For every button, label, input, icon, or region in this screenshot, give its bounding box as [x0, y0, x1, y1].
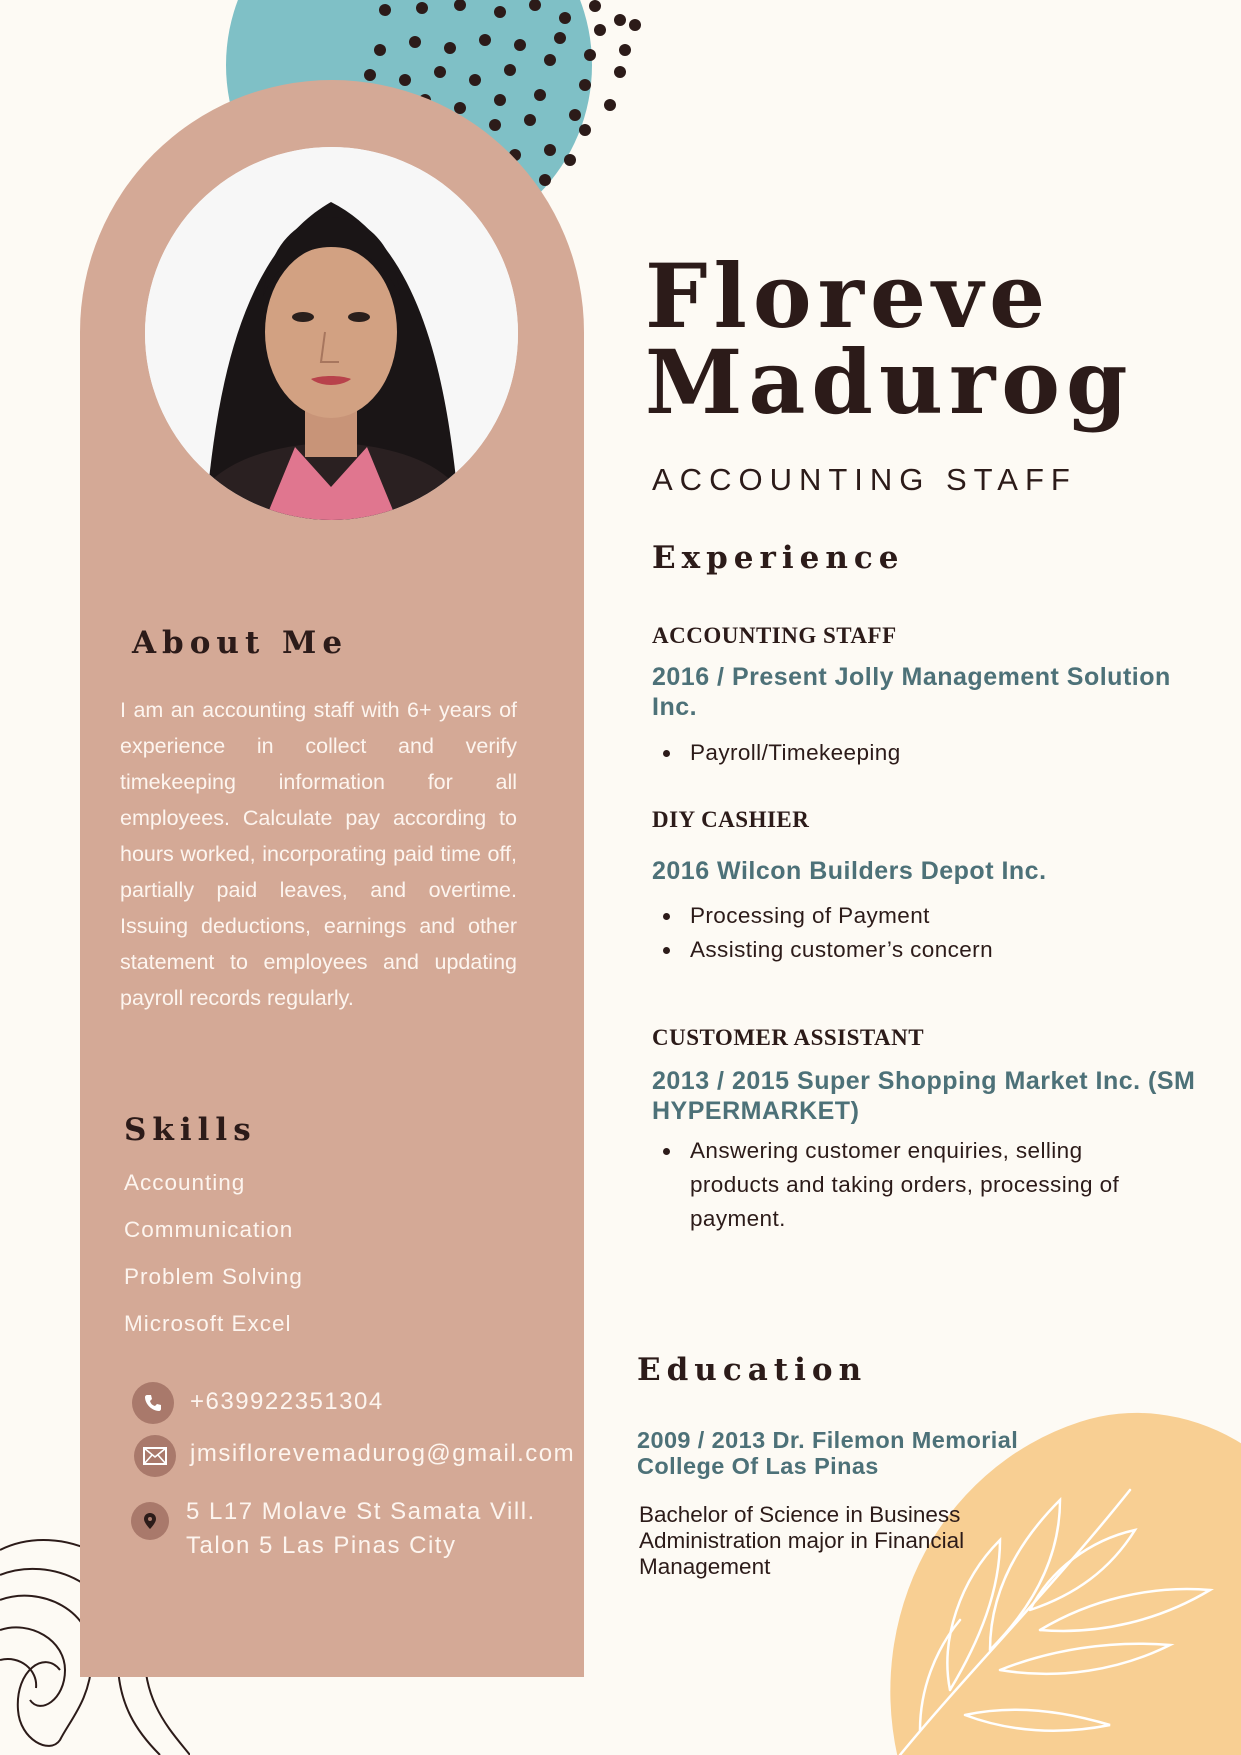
- job-duties-list: [660, 736, 1180, 770]
- about-me-heading: About Me: [132, 625, 349, 661]
- job-organization: 2016 / Present Jolly Management Solution Inc.: [652, 663, 1171, 721]
- job-duty: Processing of Payment: [660, 899, 1180, 933]
- job-duty: Assisting customer’s concern: [660, 933, 1180, 967]
- job-title: ACCOUNTING STAFF: [652, 462, 1077, 497]
- about-me-text: I am an accounting staff with 6+ years of experience in collect and verify timekeeping information for all employees. Calculate pay according to hours worked, incorporating paid time off, partially paid leaves, and overtime. Issuing deductions, earnings and other statement to employees and updating payroll records regularly.: [120, 698, 517, 1010]
- skill-item: Accounting: [124, 1170, 246, 1195]
- address-line-1: 5 L17 Molave St Samata Vill.: [186, 1498, 536, 1525]
- phone-number[interactable]: +639922351304: [190, 1388, 384, 1415]
- job-role: ACCOUNTING STAFF: [652, 623, 897, 648]
- location-icon: [131, 1502, 169, 1540]
- address-line-2: Talon 5 Las Pinas City: [186, 1532, 457, 1559]
- education-heading: Education: [637, 1352, 868, 1388]
- job-duties-list: [660, 1134, 1160, 1236]
- last-name: Madurog: [645, 330, 1134, 434]
- job-duties-list: [660, 899, 1180, 967]
- job-organization: 2016 Wilcon Builders Depot Inc.: [652, 857, 1047, 885]
- skills-heading: Skills: [124, 1112, 257, 1148]
- job-role: DIY CASHIER: [652, 807, 810, 832]
- job-duty: Payroll/Timekeeping: [660, 736, 1180, 770]
- education-school: 2009 / 2013 Dr. Filemon Memorial College Of Las Pinas: [637, 1427, 1019, 1479]
- experience-heading: Experience: [652, 540, 905, 576]
- job-role: CUSTOMER ASSISTANT: [652, 1025, 925, 1050]
- email-icon: [134, 1435, 176, 1477]
- skill-item: Communication: [124, 1217, 294, 1242]
- education-degree: Bachelor of Science in Business Administration major in Financial Management: [639, 1502, 965, 1579]
- job-organization: 2013 / 2015 Super Shopping Market Inc. (SM HYPERMARKET): [652, 1067, 1196, 1125]
- profile-photo: [145, 147, 518, 520]
- skill-item: Microsoft Excel: [124, 1311, 292, 1336]
- first-name: Floreve: [645, 244, 1052, 348]
- phone-icon: [132, 1382, 174, 1424]
- job-duty: Answering customer enquiries, selling products and taking orders, processing of payment.: [660, 1134, 1160, 1236]
- skill-item: Problem Solving: [124, 1264, 303, 1289]
- email-address[interactable]: jmsiflorevemadurog@gmail.com: [190, 1440, 576, 1467]
- portrait-image: [145, 147, 518, 520]
